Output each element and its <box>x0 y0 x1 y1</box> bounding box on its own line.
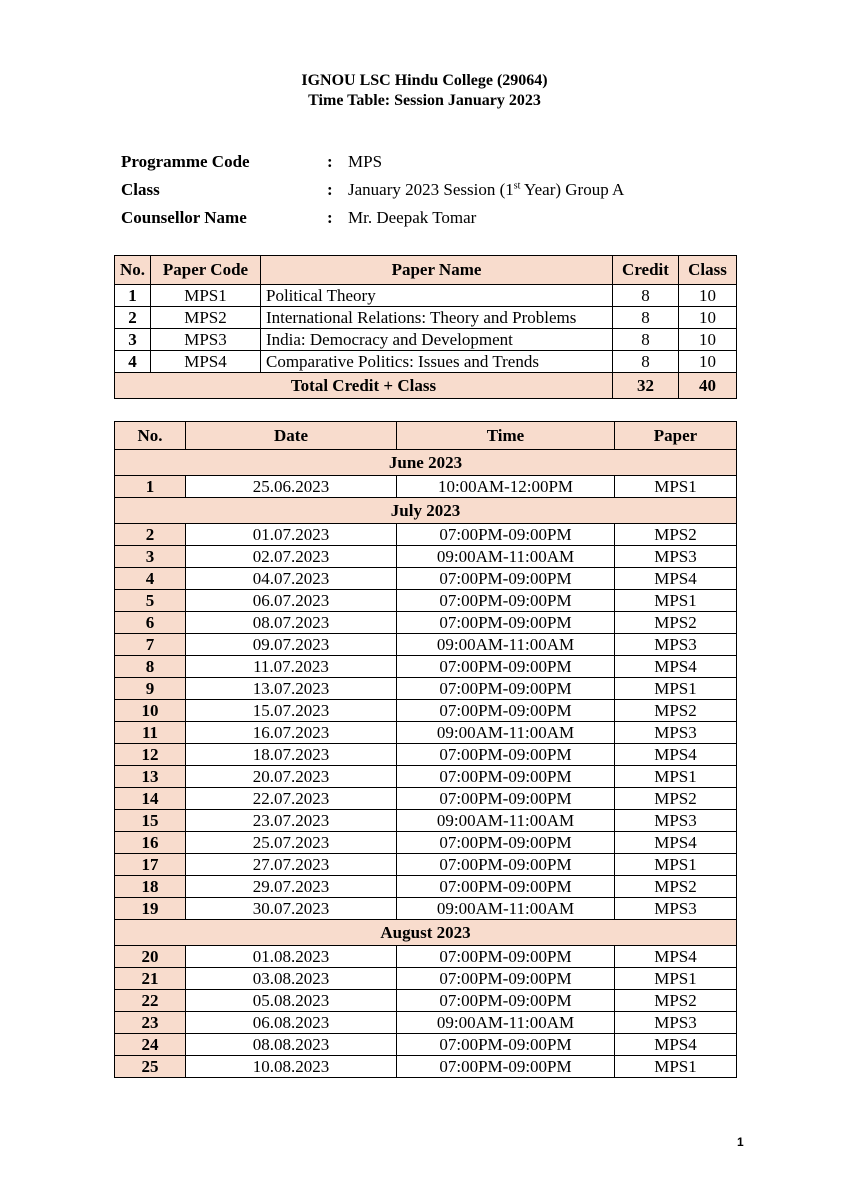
session-time: 10:00AM-12:00PM <box>397 476 615 498</box>
session-no: 13 <box>115 766 186 788</box>
class-label: Class <box>121 180 160 199</box>
session-paper: MPS1 <box>615 678 737 700</box>
session-no: 8 <box>115 656 186 678</box>
paper-credit: 8 <box>613 351 679 373</box>
class-row <box>121 178 624 206</box>
schedule-row <box>115 990 737 1012</box>
session-no: 20 <box>115 946 186 968</box>
column-header-paper-code: Paper Code <box>151 256 261 285</box>
paper-name: International Relations: Theory and Problems <box>261 307 613 329</box>
programme-code-value: MPS <box>348 152 383 171</box>
paper-credit: 8 <box>613 307 679 329</box>
session-date: 09.07.2023 <box>186 634 397 656</box>
page-number: 1 <box>737 1135 744 1149</box>
class-value-start: January 2023 Session (1 <box>348 180 514 199</box>
papers-header-row <box>115 256 737 285</box>
session-no: 2 <box>115 524 186 546</box>
paper-row <box>115 285 737 307</box>
schedule-row <box>115 1056 737 1078</box>
paper-class: 10 <box>679 307 737 329</box>
paper-row <box>115 351 737 373</box>
schedule-row <box>115 1012 737 1034</box>
column-header-date: Date <box>186 422 397 450</box>
session-paper: MPS3 <box>615 546 737 568</box>
column-header-paper-name: Paper Name <box>261 256 613 285</box>
session-paper: MPS4 <box>615 656 737 678</box>
schedule-row <box>115 766 737 788</box>
papers-table <box>114 255 737 399</box>
session-paper: MPS3 <box>615 634 737 656</box>
total-label: Total Credit + Class <box>115 373 613 399</box>
session-time: 07:00PM-09:00PM <box>397 700 615 722</box>
session-no: 6 <box>115 612 186 634</box>
session-date: 11.07.2023 <box>186 656 397 678</box>
session-date: 06.08.2023 <box>186 1012 397 1034</box>
session-time: 07:00PM-09:00PM <box>397 1034 615 1056</box>
session-time: 09:00AM-11:00AM <box>397 1012 615 1034</box>
paper-credit: 8 <box>613 329 679 351</box>
session-time: 07:00PM-09:00PM <box>397 612 615 634</box>
session-paper: MPS3 <box>615 898 737 920</box>
paper-code: MPS3 <box>151 329 261 351</box>
session-date: 23.07.2023 <box>186 810 397 832</box>
schedule-row <box>115 946 737 968</box>
session-time: 09:00AM-11:00AM <box>397 722 615 744</box>
session-date: 29.07.2023 <box>186 876 397 898</box>
session-date: 04.07.2023 <box>186 568 397 590</box>
session-date: 16.07.2023 <box>186 722 397 744</box>
session-time: 09:00AM-11:00AM <box>397 634 615 656</box>
total-row <box>115 373 737 399</box>
counsellor-row <box>121 206 624 234</box>
total-credit: 32 <box>613 373 679 399</box>
session-paper: MPS3 <box>615 722 737 744</box>
session-time: 09:00AM-11:00AM <box>397 898 615 920</box>
session-no: 23 <box>115 1012 186 1034</box>
month-label: July 2023 <box>115 498 737 524</box>
session-date: 08.07.2023 <box>186 612 397 634</box>
session-paper: MPS4 <box>615 1034 737 1056</box>
session-date: 25.06.2023 <box>186 476 397 498</box>
session-date: 15.07.2023 <box>186 700 397 722</box>
session-paper: MPS2 <box>615 876 737 898</box>
session-time: 07:00PM-09:00PM <box>397 678 615 700</box>
session-time: 07:00PM-09:00PM <box>397 968 615 990</box>
colon: : <box>327 208 333 227</box>
session-no: 3 <box>115 546 186 568</box>
paper-row <box>115 329 737 351</box>
session-date: 08.08.2023 <box>186 1034 397 1056</box>
session-time: 07:00PM-09:00PM <box>397 946 615 968</box>
session-date: 02.07.2023 <box>186 546 397 568</box>
course-info <box>121 150 624 234</box>
paper-code: MPS1 <box>151 285 261 307</box>
schedule-row <box>115 678 737 700</box>
month-label: June 2023 <box>115 450 737 476</box>
session-no: 25 <box>115 1056 186 1078</box>
session-time: 07:00PM-09:00PM <box>397 590 615 612</box>
session-time: 07:00PM-09:00PM <box>397 524 615 546</box>
month-header-row <box>115 450 737 476</box>
session-time: 07:00PM-09:00PM <box>397 568 615 590</box>
schedule-row <box>115 656 737 678</box>
session-no: 15 <box>115 810 186 832</box>
paper-name: Political Theory <box>261 285 613 307</box>
column-header-time: Time <box>397 422 615 450</box>
colon: : <box>327 152 333 171</box>
session-no: 19 <box>115 898 186 920</box>
document-subtitle: Time Table: Session January 2023 <box>308 92 541 109</box>
paper-code: MPS4 <box>151 351 261 373</box>
class-value <box>348 178 624 202</box>
schedule-row <box>115 832 737 854</box>
paper-class: 10 <box>679 285 737 307</box>
session-no: 17 <box>115 854 186 876</box>
session-date: 05.08.2023 <box>186 990 397 1012</box>
column-header-class: Class <box>679 256 737 285</box>
session-paper: MPS1 <box>615 968 737 990</box>
session-time: 09:00AM-11:00AM <box>397 810 615 832</box>
schedule-row <box>115 722 737 744</box>
schedule-row <box>115 968 737 990</box>
session-time: 07:00PM-09:00PM <box>397 1056 615 1078</box>
session-no: 22 <box>115 990 186 1012</box>
paper-credit: 8 <box>613 285 679 307</box>
session-date: 06.07.2023 <box>186 590 397 612</box>
session-date: 20.07.2023 <box>186 766 397 788</box>
session-no: 9 <box>115 678 186 700</box>
column-header-credit: Credit <box>613 256 679 285</box>
schedule-row <box>115 524 737 546</box>
month-header-row <box>115 498 737 524</box>
session-date: 01.08.2023 <box>186 946 397 968</box>
session-paper: MPS3 <box>615 1012 737 1034</box>
session-paper: MPS2 <box>615 612 737 634</box>
session-date: 13.07.2023 <box>186 678 397 700</box>
schedule-row <box>115 634 737 656</box>
session-no: 4 <box>115 568 186 590</box>
session-paper: MPS3 <box>615 810 737 832</box>
session-paper: MPS4 <box>615 832 737 854</box>
schedule-header-row <box>115 422 737 450</box>
schedule-row <box>115 788 737 810</box>
session-paper: MPS1 <box>615 476 737 498</box>
session-time: 07:00PM-09:00PM <box>397 744 615 766</box>
paper-row <box>115 307 737 329</box>
session-paper: MPS4 <box>615 568 737 590</box>
colon: : <box>327 180 333 199</box>
schedule-row <box>115 612 737 634</box>
session-time: 07:00PM-09:00PM <box>397 854 615 876</box>
programme-code-label: Programme Code <box>121 152 250 171</box>
session-no: 16 <box>115 832 186 854</box>
paper-code: MPS2 <box>151 307 261 329</box>
paper-name: India: Democracy and Development <box>261 329 613 351</box>
session-time: 07:00PM-09:00PM <box>397 990 615 1012</box>
schedule-row <box>115 700 737 722</box>
session-no: 24 <box>115 1034 186 1056</box>
paper-no: 3 <box>115 329 151 351</box>
schedule-row <box>115 1034 737 1056</box>
session-paper: MPS1 <box>615 854 737 876</box>
session-date: 30.07.2023 <box>186 898 397 920</box>
session-no: 18 <box>115 876 186 898</box>
paper-no: 4 <box>115 351 151 373</box>
session-time: 07:00PM-09:00PM <box>397 766 615 788</box>
counsellor-label: Counsellor Name <box>121 208 247 227</box>
session-time: 09:00AM-11:00AM <box>397 546 615 568</box>
session-paper: MPS1 <box>615 766 737 788</box>
session-no: 1 <box>115 476 186 498</box>
session-date: 18.07.2023 <box>186 744 397 766</box>
session-time: 07:00PM-09:00PM <box>397 656 615 678</box>
schedule-row <box>115 590 737 612</box>
session-paper: MPS1 <box>615 1056 737 1078</box>
session-date: 22.07.2023 <box>186 788 397 810</box>
paper-no: 1 <box>115 285 151 307</box>
session-time: 07:00PM-09:00PM <box>397 876 615 898</box>
paper-class: 10 <box>679 329 737 351</box>
session-date: 27.07.2023 <box>186 854 397 876</box>
total-class: 40 <box>679 373 737 399</box>
session-no: 10 <box>115 700 186 722</box>
session-paper: MPS2 <box>615 990 737 1012</box>
session-paper: MPS4 <box>615 744 737 766</box>
schedule-row <box>115 854 737 876</box>
session-date: 10.08.2023 <box>186 1056 397 1078</box>
session-paper: MPS2 <box>615 788 737 810</box>
session-no: 21 <box>115 968 186 990</box>
session-no: 14 <box>115 788 186 810</box>
session-date: 01.07.2023 <box>186 524 397 546</box>
counsellor-value: Mr. Deepak Tomar <box>348 208 477 227</box>
paper-name: Comparative Politics: Issues and Trends <box>261 351 613 373</box>
session-date: 03.08.2023 <box>186 968 397 990</box>
session-paper: MPS1 <box>615 590 737 612</box>
session-paper: MPS4 <box>615 946 737 968</box>
programme-code-row <box>121 150 624 178</box>
schedule-row <box>115 476 737 498</box>
session-no: 11 <box>115 722 186 744</box>
schedule-row <box>115 810 737 832</box>
session-time: 07:00PM-09:00PM <box>397 788 615 810</box>
paper-no: 2 <box>115 307 151 329</box>
schedule-row <box>115 744 737 766</box>
schedule-table <box>114 421 737 1078</box>
session-time: 07:00PM-09:00PM <box>397 832 615 854</box>
schedule-row <box>115 898 737 920</box>
schedule-row <box>115 876 737 898</box>
paper-class: 10 <box>679 351 737 373</box>
session-no: 12 <box>115 744 186 766</box>
session-date: 25.07.2023 <box>186 832 397 854</box>
session-no: 5 <box>115 590 186 612</box>
class-value-superscript: st <box>513 180 521 192</box>
schedule-row <box>115 568 737 590</box>
session-no: 7 <box>115 634 186 656</box>
document-title: IGNOU LSC Hindu College (29064) <box>301 72 548 89</box>
class-value-end: Year) Group A <box>520 180 625 199</box>
month-label: August 2023 <box>115 920 737 946</box>
column-header-no: No. <box>115 422 186 450</box>
session-paper: MPS2 <box>615 700 737 722</box>
schedule-row <box>115 546 737 568</box>
month-header-row <box>115 920 737 946</box>
session-paper: MPS2 <box>615 524 737 546</box>
column-header-no: No. <box>115 256 151 285</box>
column-header-paper: Paper <box>615 422 737 450</box>
